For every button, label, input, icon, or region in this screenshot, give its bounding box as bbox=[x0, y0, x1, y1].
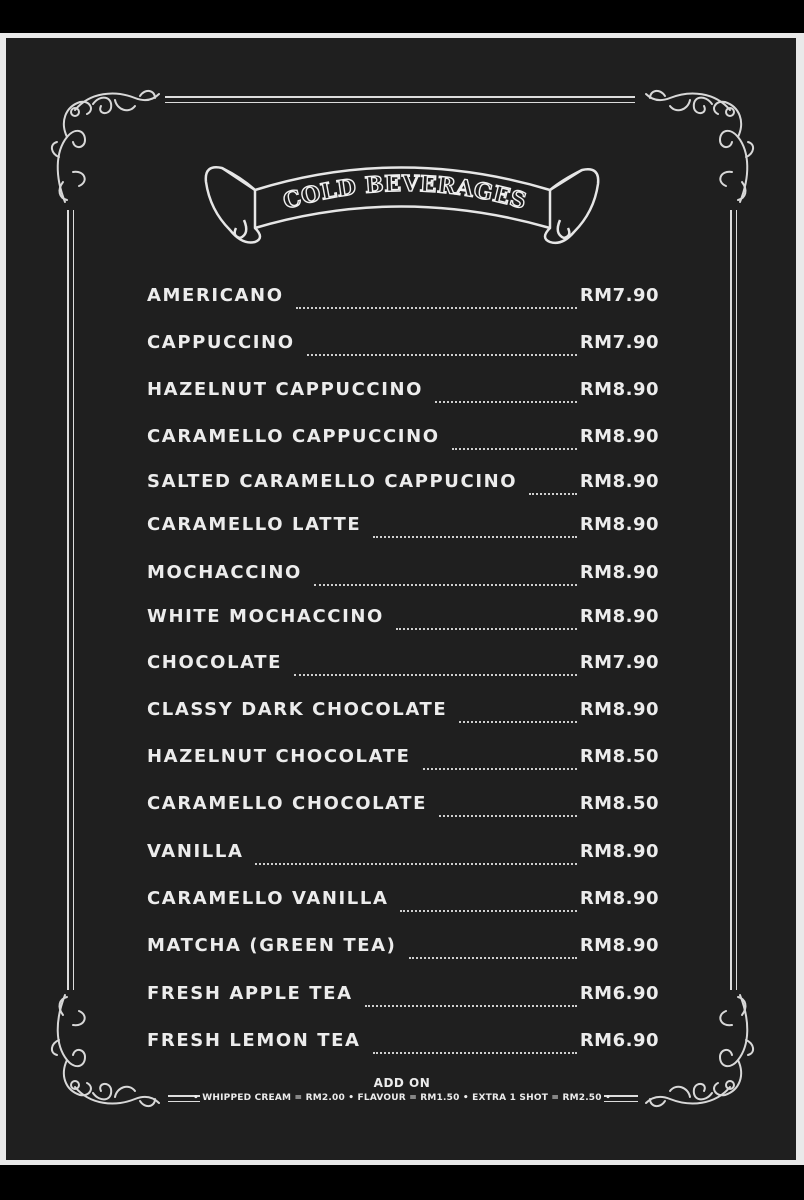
menu-item-name: CAPPUCCINO bbox=[147, 332, 295, 353]
menu-item-price: RM6.90 bbox=[579, 1030, 659, 1051]
scroll-banner-icon bbox=[200, 150, 605, 255]
dot-leader bbox=[365, 983, 577, 1007]
menu-item-price: RM8.90 bbox=[579, 841, 659, 862]
menu-item-name: VANILLA bbox=[147, 841, 244, 862]
menu-item bbox=[147, 981, 659, 1009]
menu-item-price: RM8.90 bbox=[579, 935, 659, 956]
menu-item-price: RM7.90 bbox=[579, 652, 659, 673]
menu-item-name: CARAMELLO CHOCOLATE bbox=[147, 793, 428, 814]
menu-item bbox=[147, 791, 659, 819]
menu-item-price: RM8.90 bbox=[579, 562, 659, 583]
menu-item-name: CARAMELLO CAPPUCCINO bbox=[147, 426, 440, 447]
menu-item bbox=[147, 650, 659, 678]
menu-item-name: AMERICANO bbox=[147, 285, 284, 306]
menu-item-price: RM6.90 bbox=[579, 983, 659, 1004]
menu-item-name: WHITE MOCHACCINO bbox=[147, 606, 384, 627]
menu-item-price: RM8.90 bbox=[579, 514, 659, 535]
menu-item-price: RM7.90 bbox=[579, 332, 659, 353]
ornament-flourish-icon bbox=[45, 82, 165, 212]
menu-item bbox=[147, 512, 659, 540]
dot-leader bbox=[373, 514, 577, 538]
dot-leader bbox=[255, 841, 577, 865]
menu-item-price: RM8.90 bbox=[579, 426, 659, 447]
menu-item-price: RM8.90 bbox=[579, 888, 659, 909]
menu-item-price: RM8.50 bbox=[579, 793, 659, 814]
menu-title: COLD BEVERAGES bbox=[280, 170, 530, 215]
menu-item-name: HAZELNUT CAPPUCCINO bbox=[147, 379, 424, 400]
menu-item-price: RM8.90 bbox=[579, 606, 659, 627]
dot-leader bbox=[452, 426, 577, 450]
menu-item bbox=[147, 424, 659, 452]
menu-item bbox=[147, 839, 659, 867]
svg-text:COLD BEVERAGES bbox=[280, 171, 529, 215]
menu-item-price: RM8.90 bbox=[579, 379, 659, 400]
right-border-line bbox=[730, 210, 732, 990]
menu-item-name: CARAMELLO VANILLA bbox=[147, 888, 389, 909]
menu-item bbox=[147, 283, 659, 311]
menu-item-name: MOCHACCINO bbox=[147, 562, 302, 583]
dot-leader bbox=[435, 379, 577, 403]
menu-item bbox=[147, 604, 659, 632]
menu-item bbox=[147, 330, 659, 358]
menu-item bbox=[147, 469, 659, 497]
dot-leader bbox=[459, 699, 577, 723]
dot-leader bbox=[423, 746, 577, 770]
menu-item-name: CARAMELLO LATTE bbox=[147, 514, 362, 535]
dot-leader bbox=[296, 285, 577, 309]
addon-title: ADD ON bbox=[373, 1076, 431, 1090]
menu-item-price: RM8.90 bbox=[579, 699, 659, 720]
right-border-line bbox=[736, 210, 737, 990]
menu-item-name: HAZELNUT CHOCOLATE bbox=[147, 746, 411, 767]
menu-item bbox=[147, 1028, 659, 1056]
dot-leader bbox=[400, 888, 577, 912]
left-border-line bbox=[67, 210, 69, 990]
menu-item bbox=[147, 933, 659, 961]
menu-item-name: CLASSY DARK CHOCOLATE bbox=[147, 699, 448, 720]
menu-item-name: MATCHA (GREEN TEA) bbox=[147, 935, 397, 956]
menu-item-price: RM8.50 bbox=[579, 746, 659, 767]
menu-item-name: SALTED CARAMELLO CAPPUCINO bbox=[147, 471, 518, 492]
top-border-line bbox=[165, 96, 635, 98]
menu-item bbox=[147, 697, 659, 725]
left-border-line bbox=[73, 210, 74, 990]
dot-leader bbox=[373, 1030, 577, 1054]
addon-details: • WHIPPED CREAM = RM2.00 • FLAVOUR = RM1.50 • EXTRA 1 SHOT = RM2.50 • bbox=[192, 1093, 612, 1103]
menu-item-name: FRESH APPLE TEA bbox=[147, 983, 353, 1004]
menu-item-price: RM7.90 bbox=[579, 285, 659, 306]
menu-item bbox=[147, 744, 659, 772]
menu-item bbox=[147, 560, 659, 588]
menu-item-name: CHOCOLATE bbox=[147, 652, 283, 673]
dot-leader bbox=[396, 606, 577, 630]
menu-item bbox=[147, 377, 659, 405]
menu-item-price: RM8.90 bbox=[579, 471, 659, 492]
dot-leader bbox=[294, 652, 577, 676]
dot-leader bbox=[314, 562, 577, 586]
dot-leader bbox=[529, 471, 577, 495]
dot-leader bbox=[409, 935, 577, 959]
menu-item bbox=[147, 886, 659, 914]
dot-leader bbox=[439, 793, 577, 817]
top-border-line bbox=[165, 102, 635, 103]
ornament-flourish-icon bbox=[640, 82, 760, 212]
menu-item-name: FRESH LEMON TEA bbox=[147, 1030, 361, 1051]
dot-leader bbox=[307, 332, 577, 356]
